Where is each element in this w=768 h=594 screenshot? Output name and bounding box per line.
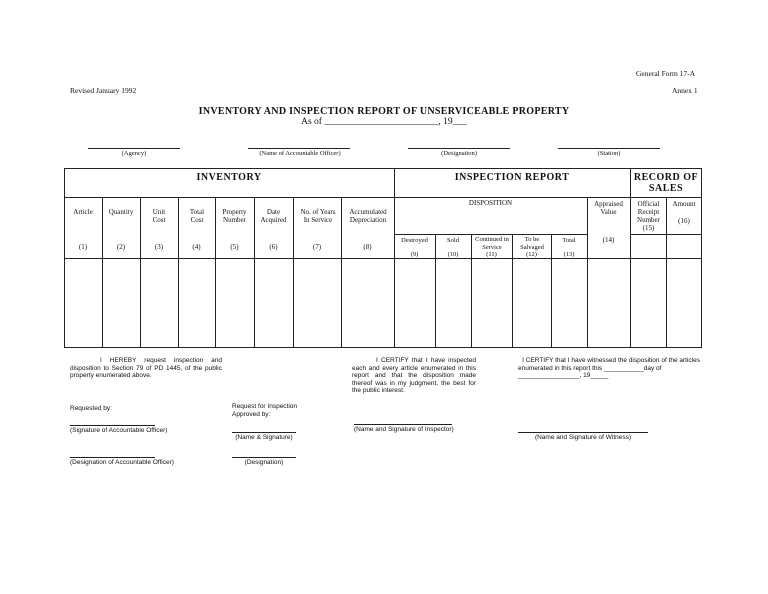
designation-label: (Designation) — [441, 150, 477, 157]
col-continued-in-service-num: (11) — [486, 251, 497, 258]
accountable-designation-line[interactable] — [70, 457, 155, 458]
requested-by-label: Requested by: — [70, 405, 112, 412]
witness-cert-line1: I CERTIFY that I have witnessed the disposition of the articles — [522, 357, 700, 364]
agency-label: (Agency) — [121, 150, 147, 157]
disposition-divider — [394, 234, 587, 235]
approver-designation-line[interactable] — [232, 457, 296, 458]
col-total-num: (13) — [563, 251, 575, 258]
col-quantity: Quantity — [108, 208, 134, 216]
col-official-receipt-label: Official Receipt Number — [637, 200, 660, 224]
station-line[interactable] — [558, 148, 660, 149]
station-label: (Station) — [597, 150, 621, 157]
as-of-line: As of ________________________, 19___ — [301, 117, 467, 127]
col-divider — [254, 197, 255, 348]
witness-cert-line3: _________________, 19_____ — [518, 372, 609, 379]
inventory-header-divider — [64, 197, 394, 198]
record-of-sales-line1: RECORD OF — [633, 172, 699, 183]
accountable-signature-line[interactable] — [70, 425, 155, 426]
form-number: General Form 17-A — [636, 69, 696, 78]
col-accumulated-depreciation-num: (8) — [363, 243, 372, 251]
col-divider — [140, 197, 141, 348]
col-official-receipt-num: (15) — [642, 224, 655, 232]
col-sold: Sold — [447, 237, 459, 244]
form-title: INVENTORY AND INSPECTION REPORT OF UNSERVICEABLE PROPERTY — [198, 106, 570, 117]
col-article-num: (1) — [78, 243, 88, 251]
col-divider — [215, 197, 216, 348]
col-total: Total — [562, 237, 576, 244]
col-date-acquired: Date Acquired — [260, 208, 287, 224]
col-amount-num: (16) — [678, 217, 690, 225]
col-divider — [178, 197, 179, 348]
col-date-acquired-num: (6) — [269, 243, 278, 251]
col-divider — [102, 197, 103, 348]
col-appraised-value: Appraised Value — [594, 200, 623, 216]
sales-sub-divider — [630, 234, 702, 235]
col-destroyed: Destroyed — [401, 237, 428, 244]
col-accumulated-depreciation: Accumulated Depreciation — [349, 208, 387, 224]
col-to-be-salvaged: To be Salvaged — [520, 236, 544, 251]
inventory-heading: INVENTORY — [196, 172, 262, 183]
col-sold-num: (10) — [447, 251, 459, 258]
col-continued-in-service: Continued in Service — [475, 236, 509, 251]
col-official-receipt — [631, 200, 666, 232]
designation-line[interactable] — [408, 148, 510, 149]
col-unit-cost: Unit Cost — [152, 208, 166, 224]
header-bottom-divider — [64, 258, 702, 259]
approver-signature-line[interactable] — [232, 432, 296, 433]
col-divider — [293, 197, 294, 348]
col-amount: Amount — [672, 200, 696, 208]
approver-designation-label: (Designation) — [244, 459, 284, 466]
request-approved-line1: Request for Inspection — [232, 403, 298, 410]
col-total-cost: Total Cost — [189, 208, 205, 224]
request-approved-line2: Approved by: — [232, 410, 271, 418]
col-years-in-service: No. of Years In Service — [300, 208, 336, 224]
col-destroyed-num: (9) — [410, 251, 419, 258]
request-certification: I HEREBY request inspection and disposition to Section 79 of PD 1445, of the public property enumerated above. — [70, 357, 222, 379]
witness-cert-line2: enumerated in this report this ___________day of — [518, 364, 662, 372]
record-of-sales-line2: SALES — [648, 183, 684, 194]
inspector-signature-line[interactable] — [354, 424, 452, 425]
col-unit-cost-num: (3) — [154, 243, 164, 251]
officer-label: (Name of Accountable Officer) — [259, 150, 341, 157]
inspector-certification: I CERTIFY that I have inspected each and every article enumerated in this report and that the disposition made thereof was in my judgment, the best for the public interest. — [352, 357, 476, 394]
accountable-designation-label: (Designation of Accountable Officer) — [70, 459, 174, 466]
request-approved-label — [232, 403, 297, 418]
record-of-sales-heading — [630, 172, 702, 194]
section-divider — [630, 168, 631, 348]
col-divider — [587, 197, 588, 348]
agency-line[interactable] — [88, 148, 180, 149]
revised-date: Revised January 1992 — [70, 86, 137, 95]
witness-signature-label: (Name and Signature of Witness) — [534, 434, 632, 441]
col-property-number-num: (5) — [230, 243, 239, 251]
witness-certification — [518, 357, 700, 380]
officer-line[interactable] — [248, 148, 350, 149]
approver-signature-label: (Name & Signature) — [235, 434, 293, 441]
witness-signature-line[interactable] — [518, 432, 648, 433]
col-article: Article — [73, 208, 93, 216]
col-quantity-num: (2) — [116, 243, 126, 251]
col-property-number: Property Number — [222, 208, 247, 224]
col-total-cost-num: (4) — [192, 243, 201, 251]
inspection-header-divider — [394, 197, 630, 198]
accountable-signature-label: (Signature of Accountable Officer) — [70, 427, 168, 434]
col-to-be-salvaged-num: (12) — [526, 251, 537, 258]
annex-label: Annex 1 — [672, 86, 698, 95]
inspector-signature-label: (Name and Signature of Inspector) — [354, 426, 454, 433]
col-years-in-service-num: (7) — [312, 243, 322, 251]
inspection-report-heading: INSPECTION REPORT — [454, 172, 570, 183]
col-appraised-value-num: (14) — [602, 236, 615, 244]
disposition-heading: DISPOSITION — [468, 199, 513, 207]
